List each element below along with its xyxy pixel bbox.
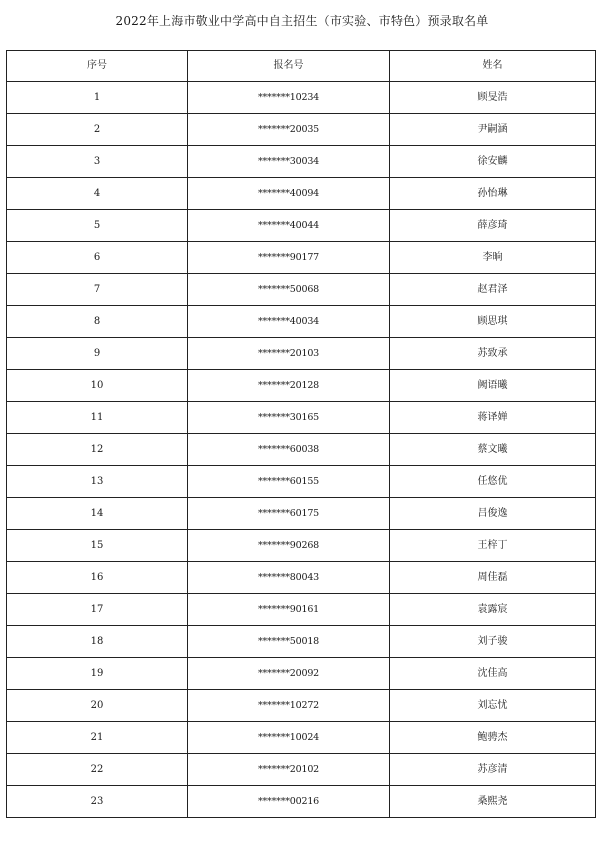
student-name-cell: 刘子骏	[390, 626, 596, 658]
table-row	[7, 498, 596, 530]
registration-number-cell: *******90161	[188, 594, 390, 626]
registration-number-cell: *******20103	[188, 338, 390, 370]
table-row	[7, 466, 596, 498]
registration-number-cell: *******60155	[188, 466, 390, 498]
registration-number-cell: *******10234	[188, 82, 390, 114]
table-row	[7, 754, 596, 786]
table-row	[7, 370, 596, 402]
row-number-cell: 5	[7, 210, 188, 242]
registration-number-cell: *******60038	[188, 434, 390, 466]
registration-number-cell: *******20092	[188, 658, 390, 690]
row-number-cell: 3	[7, 146, 188, 178]
table-row	[7, 242, 596, 274]
row-number-cell: 12	[7, 434, 188, 466]
table-row	[7, 178, 596, 210]
row-number-cell: 18	[7, 626, 188, 658]
registration-number-cell: *******10272	[188, 690, 390, 722]
registration-number-cell: *******00216	[188, 786, 390, 818]
student-name-cell: 周佳磊	[390, 562, 596, 594]
row-number-cell: 10	[7, 370, 188, 402]
student-name-cell: 薛彦琦	[390, 210, 596, 242]
row-number-cell: 17	[7, 594, 188, 626]
table-row	[7, 274, 596, 306]
row-number-cell: 4	[7, 178, 188, 210]
row-number-cell: 15	[7, 530, 188, 562]
registration-number-cell: *******90177	[188, 242, 390, 274]
column-header-name: 姓名	[390, 51, 596, 82]
column-header-registration-number: 报名号	[188, 51, 390, 82]
table-row	[7, 594, 596, 626]
registration-number-cell: *******60175	[188, 498, 390, 530]
row-number-cell: 13	[7, 466, 188, 498]
row-number-cell: 6	[7, 242, 188, 274]
table-row	[7, 114, 596, 146]
row-number-cell: 16	[7, 562, 188, 594]
row-number-cell: 19	[7, 658, 188, 690]
registration-number-cell: *******80043	[188, 562, 390, 594]
registration-number-cell: *******20102	[188, 754, 390, 786]
student-name-cell: 孙怡琳	[390, 178, 596, 210]
student-name-cell: 苏致承	[390, 338, 596, 370]
student-name-cell: 任悠优	[390, 466, 596, 498]
registration-number-cell: *******40094	[188, 178, 390, 210]
row-number-cell: 22	[7, 754, 188, 786]
row-number-cell: 8	[7, 306, 188, 338]
student-name-cell: 桑熙尧	[390, 786, 596, 818]
student-name-cell: 李晌	[390, 242, 596, 274]
student-name-cell: 王梓丁	[390, 530, 596, 562]
table-row	[7, 146, 596, 178]
table-row	[7, 626, 596, 658]
registration-number-cell: *******40044	[188, 210, 390, 242]
table-row	[7, 530, 596, 562]
table-body	[7, 82, 596, 818]
row-number-cell: 11	[7, 402, 188, 434]
page-title: 2022年上海市敬业中学高中自主招生（市实验、市特色）预录取名单	[115, 14, 489, 28]
table-row	[7, 722, 596, 754]
row-number-cell: 21	[7, 722, 188, 754]
registration-number-cell: *******90268	[188, 530, 390, 562]
student-name-cell: 顾旻浩	[390, 82, 596, 114]
student-name-cell: 赵君泽	[390, 274, 596, 306]
registration-number-cell: *******20035	[188, 114, 390, 146]
student-name-cell: 顾思琪	[390, 306, 596, 338]
student-name-cell: 蔡文曦	[390, 434, 596, 466]
registration-number-cell: *******40034	[188, 306, 390, 338]
table-row	[7, 434, 596, 466]
registration-number-cell: *******30034	[188, 146, 390, 178]
row-number-cell: 14	[7, 498, 188, 530]
student-name-cell: 吕俊逸	[390, 498, 596, 530]
student-name-cell: 刘忘忧	[390, 690, 596, 722]
student-name-cell: 尹嗣涵	[390, 114, 596, 146]
row-number-cell: 2	[7, 114, 188, 146]
row-number-cell: 9	[7, 338, 188, 370]
table-row	[7, 306, 596, 338]
table-header-row	[7, 51, 596, 82]
table-row	[7, 338, 596, 370]
table-row	[7, 402, 596, 434]
row-number-cell: 20	[7, 690, 188, 722]
student-name-cell: 蒋译婵	[390, 402, 596, 434]
registration-number-cell: *******30165	[188, 402, 390, 434]
row-number-cell: 7	[7, 274, 188, 306]
table-row	[7, 658, 596, 690]
student-name-cell: 阙语曦	[390, 370, 596, 402]
table-row	[7, 562, 596, 594]
table-row	[7, 210, 596, 242]
registration-number-cell: *******10024	[188, 722, 390, 754]
row-number-cell: 23	[7, 786, 188, 818]
column-header-number: 序号	[7, 51, 188, 82]
table-row	[7, 82, 596, 114]
student-name-cell: 沈佳高	[390, 658, 596, 690]
student-name-cell: 袁露宸	[390, 594, 596, 626]
student-name-cell: 徐安麟	[390, 146, 596, 178]
table-row	[7, 690, 596, 722]
registration-number-cell: *******20128	[188, 370, 390, 402]
registration-number-cell: *******50068	[188, 274, 390, 306]
table-row	[7, 786, 596, 818]
registration-number-cell: *******50018	[188, 626, 390, 658]
admission-list-table	[6, 50, 596, 818]
student-name-cell: 苏彦清	[390, 754, 596, 786]
student-name-cell: 鲍骋杰	[390, 722, 596, 754]
row-number-cell: 1	[7, 82, 188, 114]
